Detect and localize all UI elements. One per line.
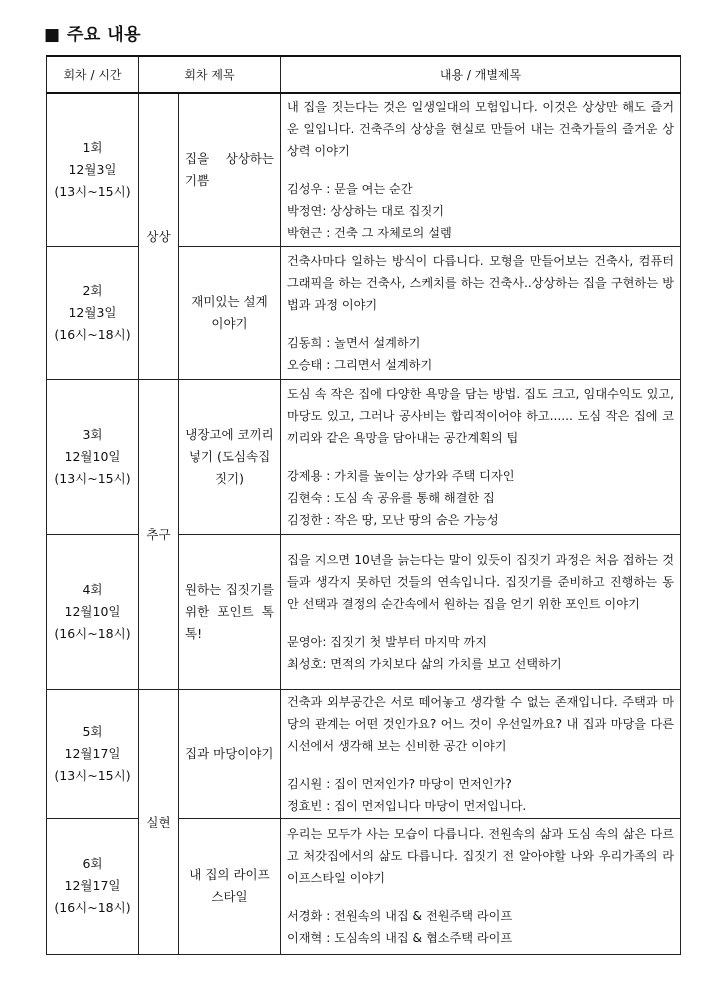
table-row bbox=[47, 93, 681, 246]
title-cell: 내 집의 라이프스타일 bbox=[179, 818, 281, 954]
session-cell: 2회 12월3일 (16시~18시) bbox=[47, 246, 139, 379]
content-cell bbox=[281, 246, 681, 379]
content-description: 도심 속 작은 집에 다양한 욕망을 담는 방법. 집도 크고, 임대수익도 있고, 마당도 있고, 그러나 공사비는 합리적이어야 하고...... 도심 작은 집에 코끼리와 같은 욕망을 담아내는 공간계획의 팁 bbox=[287, 386, 674, 445]
table-header-row bbox=[47, 56, 681, 93]
title-cell: 집과 마당이야기 bbox=[179, 689, 281, 818]
header-session: 회차 / 시간 bbox=[47, 56, 139, 93]
title-cell: 재미있는 설계 이야기 bbox=[179, 246, 281, 379]
lecture-item: 이재혁 : 도심속의 내집 & 협소주택 라이프 bbox=[287, 931, 513, 945]
content-description: 우리는 모두가 사는 모습이 다릅니다. 전원속의 삶과 도심 속의 삶은 다르고 처갓집에서의 삶도 다릅니다. 집짓기 전 알아야할 나와 우리가족의 라이프스타일 이야기 bbox=[287, 827, 674, 885]
content-description: 건축과 외부공간은 서로 떼어놓고 생각할 수 없는 존재입니다. 주택과 마당의 관계는 어떤 것인가요? 어느 것이 우선일까요? 내 집과 마당을 다른 시선에서 생각해 보는 신비한 공간 이야기 bbox=[287, 694, 674, 753]
session-cell: 4회 12월10일 (16시~18시) bbox=[47, 534, 139, 689]
session-cell: 1회 12월3일 (13시~15시) bbox=[47, 93, 139, 246]
lecture-item: 문영아: 집짓기 첫 발부터 마지막 까지 bbox=[287, 634, 488, 649]
content-description: 건축사마다 일하는 방식이 다릅니다. 모형을 만들어보는 건축사, 컴퓨터그래픽을 하는 건축사, 스케치를 하는 건축사..상상하는 집을 구현하는 방법과 과정 이야기 bbox=[287, 253, 674, 312]
session-cell: 5회 12월17일 (13시~15시) bbox=[47, 689, 139, 818]
lecture-item: 강제용 : 가치를 높이는 상가와 주택 디자인 bbox=[287, 468, 515, 483]
theme-cell: 실현 bbox=[139, 689, 179, 954]
theme-cell: 추구 bbox=[139, 379, 179, 689]
lecture-item: 김정한 : 작은 땅, 모난 땅의 숨은 가능성 bbox=[287, 512, 499, 527]
lecture-item: 김시원 : 집이 먼저인가? 마당이 먼저인가? bbox=[287, 776, 512, 791]
lecture-item: 김성우 : 문을 여는 순간 bbox=[287, 181, 413, 196]
lecture-item: 김동희 : 놀면서 설계하기 bbox=[287, 335, 421, 350]
content-description: 집을 지으면 10년을 늙는다는 말이 있듯이 집짓기 과정은 처음 접하는 것들과 생각지 못하던 것들의 연속입니다. 집짓기를 준비하고 진행하는 동안 선택과 결정의 순간속에서 원하는 집을 얻기 위한 포인트 이야기 bbox=[287, 552, 674, 611]
content-cell bbox=[281, 534, 681, 689]
program-table bbox=[46, 55, 681, 955]
table-row bbox=[47, 689, 681, 818]
header-title: 회차 제목 bbox=[139, 56, 281, 93]
lecture-item: 박현근 : 건축 그 자체로의 설렘 bbox=[287, 225, 452, 240]
content-cell bbox=[281, 93, 681, 246]
content-cell bbox=[281, 379, 681, 534]
lecture-item: 서경화 : 전원속의 내집 & 전원주택 라이프 bbox=[287, 909, 513, 923]
lecture-item: 오승태 : 그리면서 설계하기 bbox=[287, 357, 433, 372]
table-row bbox=[47, 379, 681, 534]
session-cell: 6회 12월17일 (16시~18시) bbox=[47, 818, 139, 954]
title-cell: 집을 상상하는 기쁨 bbox=[179, 93, 281, 246]
content-cell bbox=[281, 818, 681, 954]
content-cell bbox=[281, 689, 681, 818]
header-content: 내용 / 개별제목 bbox=[281, 56, 681, 93]
lecture-item: 김현숙 : 도심 속 공유를 통해 해결한 집 bbox=[287, 490, 495, 505]
title-cell: 냉장고에 코끼리 넣기 (도심속집짓기) bbox=[179, 379, 281, 534]
lecture-item: 정효빈 : 집이 먼저입니다 마당이 먼저입니다. bbox=[287, 798, 527, 813]
lecture-item: 최성호: 면적의 가치보다 삶의 가치를 보고 선택하기 bbox=[287, 656, 562, 671]
content-description: 내 집을 짓는다는 것은 일생일대의 모험입니다. 이것은 상상만 해도 즐거운 일입니다. 건축주의 상상을 현실로 만들어 내는 건축가들의 즐거운 상상력 이야기 bbox=[287, 99, 674, 158]
title-cell: 원하는 집짓기를 위한 포인트 톡톡! bbox=[179, 534, 281, 689]
theme-cell: 상상 bbox=[139, 93, 179, 379]
lecture-item: 박정연: 상상하는 대로 집짓기 bbox=[287, 203, 445, 218]
session-cell: 3회 12월10일 (13시~15시) bbox=[47, 379, 139, 534]
section-heading: ■ 주요 내용 bbox=[44, 25, 142, 45]
